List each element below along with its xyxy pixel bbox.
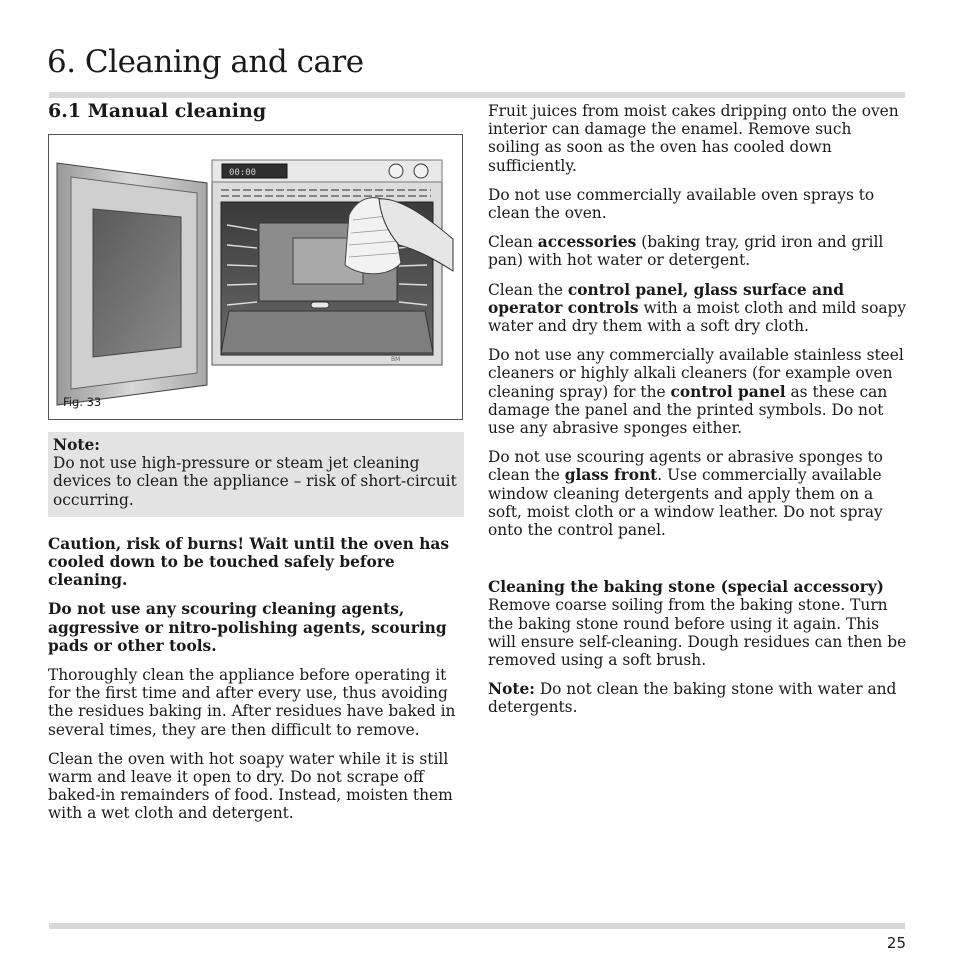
burn-warning: Caution, risk of burns! Wait until the oven has cooled down to be touched safely before cleaning. [48, 534, 450, 590]
paragraph-soapy-water: Clean the oven with hot soapy water while it is still warm and leave it open to dry. Do not scrape off baked-in remainders of food. Instead, moisten them with a wet cloth and detergent. [48, 749, 453, 823]
figure-tag: BM [391, 356, 401, 363]
display-readout: 00:00 [229, 168, 257, 178]
paragraph-accessories: Clean accessories (baking tray, grid iron and grill pan) with hot water or detergent. [488, 233, 884, 270]
paragraph-stainless-steel: Do not use any commercially available stainless steel cleaners or highly alkali cleaners (for example oven cleaning spray) for the control panel as these can damage the panel and the printed symbols. Do not use any abrasive sponges either. [488, 346, 904, 438]
page-title: 6. Cleaning and care [47, 44, 364, 80]
scouring-warning: Do not use any scouring cleaning agents, aggressive or nitro-polishing agents, scouring pads or other tools. [48, 600, 447, 655]
paragraph-baking-stone: Cleaning the baking stone (special accessory) Remove coarse soiling from the baking stone. Turn the baking stone round before using it again. This will ensure self-cleaning. Dough residues can then be removed using a soft brush. [488, 578, 907, 670]
figure-caption: Fig. 33 [63, 395, 102, 409]
paragraph-baking-stone-note: Note: Do not clean the baking stone with water and detergents. [488, 680, 897, 717]
paragraph-control-panel: Clean the control panel, glass surface and operator controls with a moist cloth and mild soapy water and dry them with a soft dry cloth. [488, 280, 907, 336]
paragraph-oven-sprays: Do not use commercially available oven sprays to clean the oven. [488, 185, 875, 223]
right-column [488, 102, 908, 728]
page-number: 25 [886, 934, 906, 952]
note-text: Do not use high-pressure or steam jet cleaning devices to clean the appliance – risk of short-circuit occurring. [53, 454, 457, 509]
baking-stone-title: Cleaning the baking stone (special accessory) [488, 578, 884, 597]
top-divider [49, 92, 905, 98]
paragraph-fruit-juices: Fruit juices from moist cakes dripping onto the oven interior can damage the enamel. Remove such soiling as soon as the oven has cooled down sufficiently. [488, 102, 899, 175]
note-box [48, 432, 464, 517]
section-title: 6.1 Manual cleaning [48, 100, 267, 122]
paragraph-thorough-clean: Thoroughly clean the appliance before operating it for the first time and after every use, thus avoiding the residues baking in. After residues have baked in several times, they are then difficult to remove. [48, 666, 456, 739]
left-column [48, 100, 466, 834]
note-title: Note: [53, 436, 100, 454]
bottom-divider [49, 923, 905, 929]
paragraph-glass-front: Do not use scouring agents or abrasive sponges to clean the glass front. Use commercially available window cleaning detergents and apply them on a soft, moist cloth or a window leather. Do not spray onto the control panel. [488, 448, 883, 540]
oven-illustration [49, 135, 462, 419]
figure-33 [48, 134, 463, 420]
